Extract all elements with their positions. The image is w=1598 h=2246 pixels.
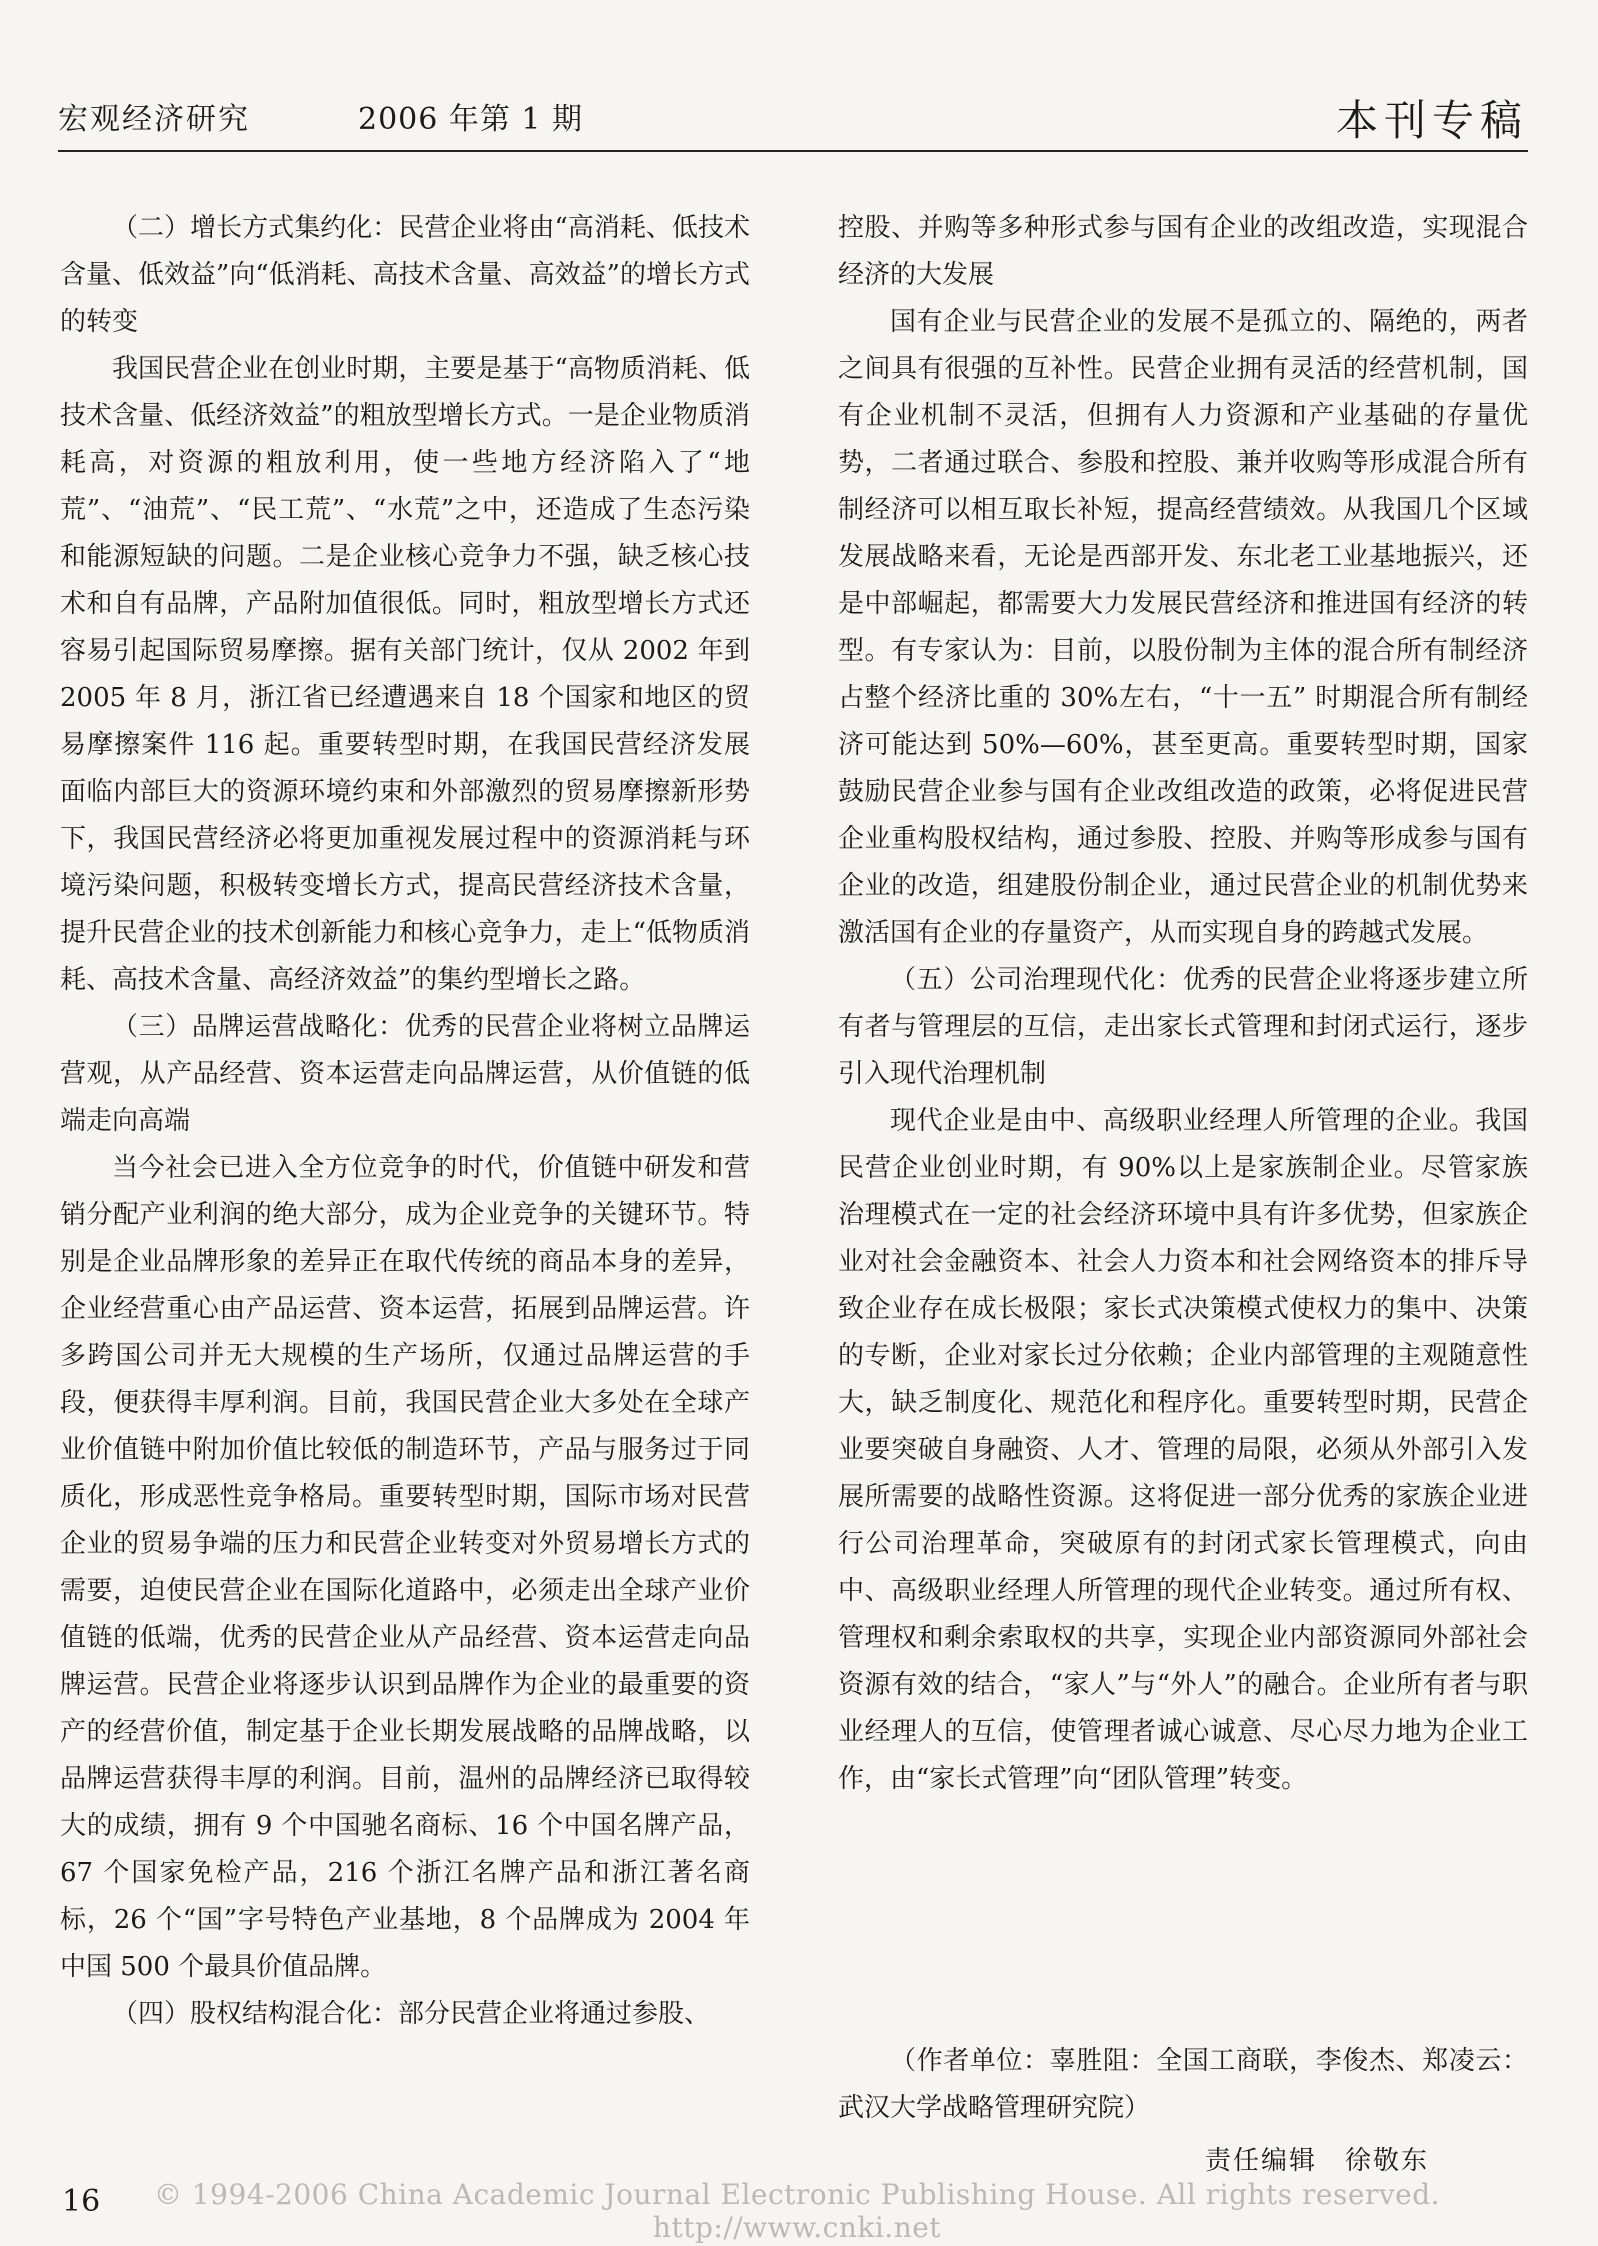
responsible-editor: 责任编辑 徐敬东 <box>1205 2146 1430 2176</box>
body-paragraph: 当今社会已进入全方位竞争的时代，价值链中研发和营销分配产业利润的绝大部分，成为企业竞争的关键环节。特别是企业品牌形象的差异正在取代传统的商品本身的差异，企业经营重心由产品运营、资本运营，拓展到品牌运营。许多跨国公司并无大规模的生产场所，仅通过品牌运营的手段，便获得丰厚利润。目前，我国民营企业大多处在全球产业价值链中附加价值比较低的制造环节，产品与服务过于同质化，形成恶性竞争格局。重要转型时期，国际市场对民营企业的贸易争端的压力和民营企业转变对外贸易增长方式的需要，迫使民营企业在国际化道路中，必须走出全球产业价值链的低端，优秀的民营企业从产品经营、资本运营走向品牌运营。民营企业将逐步认识到品牌作为企业的最重要的资产的经营价值，制定基于企业长期发展战略的品牌战略，以品牌运营获得丰厚的利润。目前，温州的品牌经济已取得较大的成绩，拥有 9 个中国驰名商标、16 个中国名牌产品，67 个国家免检产品，216 个浙江名牌产品和浙江著名商标，26 个“国”字号特色产业基地，8 个品牌成为 2004 年中国 500 个最具价值品牌。 <box>60 1153 750 1982</box>
issue-label: 2006 年第 1 期 <box>358 102 584 137</box>
section-heading: （四）股权结构混合化：部分民营企业将通过参股、 <box>112 1999 711 2029</box>
author-affiliation <box>838 2038 1528 2132</box>
section-title: 本刊专稿 <box>1335 96 1528 145</box>
section-heading: （五）公司治理现代化：优秀的民营企业将逐步建立所有者与管理层的互信，走出家长式管理和封闭式运行，逐步引入现代治理机制 <box>838 965 1528 1089</box>
section-heading: （二）增长方式集约化：民营企业将由“高消耗、低技术含量、低效益”向“低消耗、高技术含量、高效益”的增长方式的转变 <box>60 213 750 337</box>
right-column <box>838 205 1528 1803</box>
header-rule <box>58 150 1528 152</box>
body-paragraph: 现代企业是由中、高级职业经理人所管理的企业。我国民营企业创业时期，有 90%以上是家族制企业。尽管家族治理模式在一定的社会经济环境中具有许多优势，但家族企业对社会金融资本、社会人力资本和社会网络资本的排斥导致企业存在成长极限；家长式决策模式使权力的集中、决策的专断，企业对家长过分依赖；企业内部管理的主观随意性大，缺乏制度化、规范化和程序化。重要转型时期，民营企业要突破自身融资、人才、管理的局限，必须从外部引入发展所需要的战略性资源。这将促进一部分优秀的家族企业进行公司治理革命，突破原有的封闭式家长管理模式，向由中、高级职业经理人所管理的现代企业转变。通过所有权、管理权和剩余索取权的共享，实现企业内部资源同外部社会资源有效的结合，“家人”与“外人”的融合。企业所有者与职业经理人的互信，使管理者诚心诚意、尽心尽力地为企业工作，由“家长式管理”向“团队管理”转变。 <box>838 1106 1528 1794</box>
author-affiliation-text: （作者单位：辜胜阻：全国工商联，李俊杰、郑凌云：武汉大学战略管理研究院） <box>838 2046 1528 2123</box>
page-number: 16 <box>62 2184 101 2219</box>
journal-name: 宏观经济研究 <box>58 102 250 137</box>
body-paragraph: 国有企业与民营企业的发展不是孤立的、隔绝的，两者之间具有很强的互补性。民营企业拥有灵活的经营机制，国有企业机制不灵活，但拥有人力资源和产业基础的存量优势，二者通过联合、参股和控股、兼并收购等形成混合所有制经济可以相互取长补短，提高经营绩效。从我国几个区域发展战略来看，无论是西部开发、东北老工业基地振兴，还是中部崛起，都需要大力发展民营经济和推进国有经济的转型。有专家认为：目前，以股份制为主体的混合所有制经济占整个经济比重的 30%左右，“十一五” 时期混合所有制经济可能达到 50%—60%，甚至更高。重要转型时期，国家鼓励民营企业参与国有企业改组改造的政策，必将促进民营企业重构股权结构，通过参股、控股、并购等形成参与国有企业的改造，组建股份制企业，通过民营企业的机制优势来激活国有企业的存量资产，从而实现自身的跨越式发展。 <box>838 307 1528 948</box>
section-heading: （三）品牌运营战略化：优秀的民营企业将树立品牌运营观，从产品经营、资本运营走向品牌运营，从价值链的低端走向高端 <box>60 1012 750 1136</box>
copyright-watermark: © 1994-2006 China Academic Journal Electronic Publishing House. All rights reserved. http://www.cnki.net <box>153 2178 1441 2244</box>
left-column <box>60 205 750 2038</box>
body-paragraph: 我国民营企业在创业时期，主要是基于“高物质消耗、低技术含量、低经济效益”的粗放型增长方式。一是企业物质消耗高，对资源的粗放利用，使一些地方经济陷入了“地荒”、“油荒”、“民工荒”、“水荒”之中，还造成了生态污染和能源短缺的问题。二是企业核心竞争力不强，缺乏核心技术和自有品牌，产品附加值很低。同时，粗放型增长方式还容易引起国际贸易摩擦。据有关部门统计，仅从 2002 年到 2005 年 8 月，浙江省已经遭遇来自 18 个国家和地区的贸易摩擦案件 116 起。重要转型时期，在我国民营经济发展面临内部巨大的资源环境约束和外部激烈的贸易摩擦新形势下，我国民营经济必将更加重视发展过程中的资源消耗与环境污染问题，积极转变增长方式，提高民营经济技术含量，提升民营企业的技术创新能力和核心竞争力，走上“低物质消耗、高技术含量、高经济效益”的集约型增长之路。 <box>60 354 750 995</box>
heading-continuation: 控股、并购等多种形式参与国有企业的改组改造，实现混合经济的大发展 <box>838 213 1528 290</box>
running-header <box>58 94 1528 152</box>
